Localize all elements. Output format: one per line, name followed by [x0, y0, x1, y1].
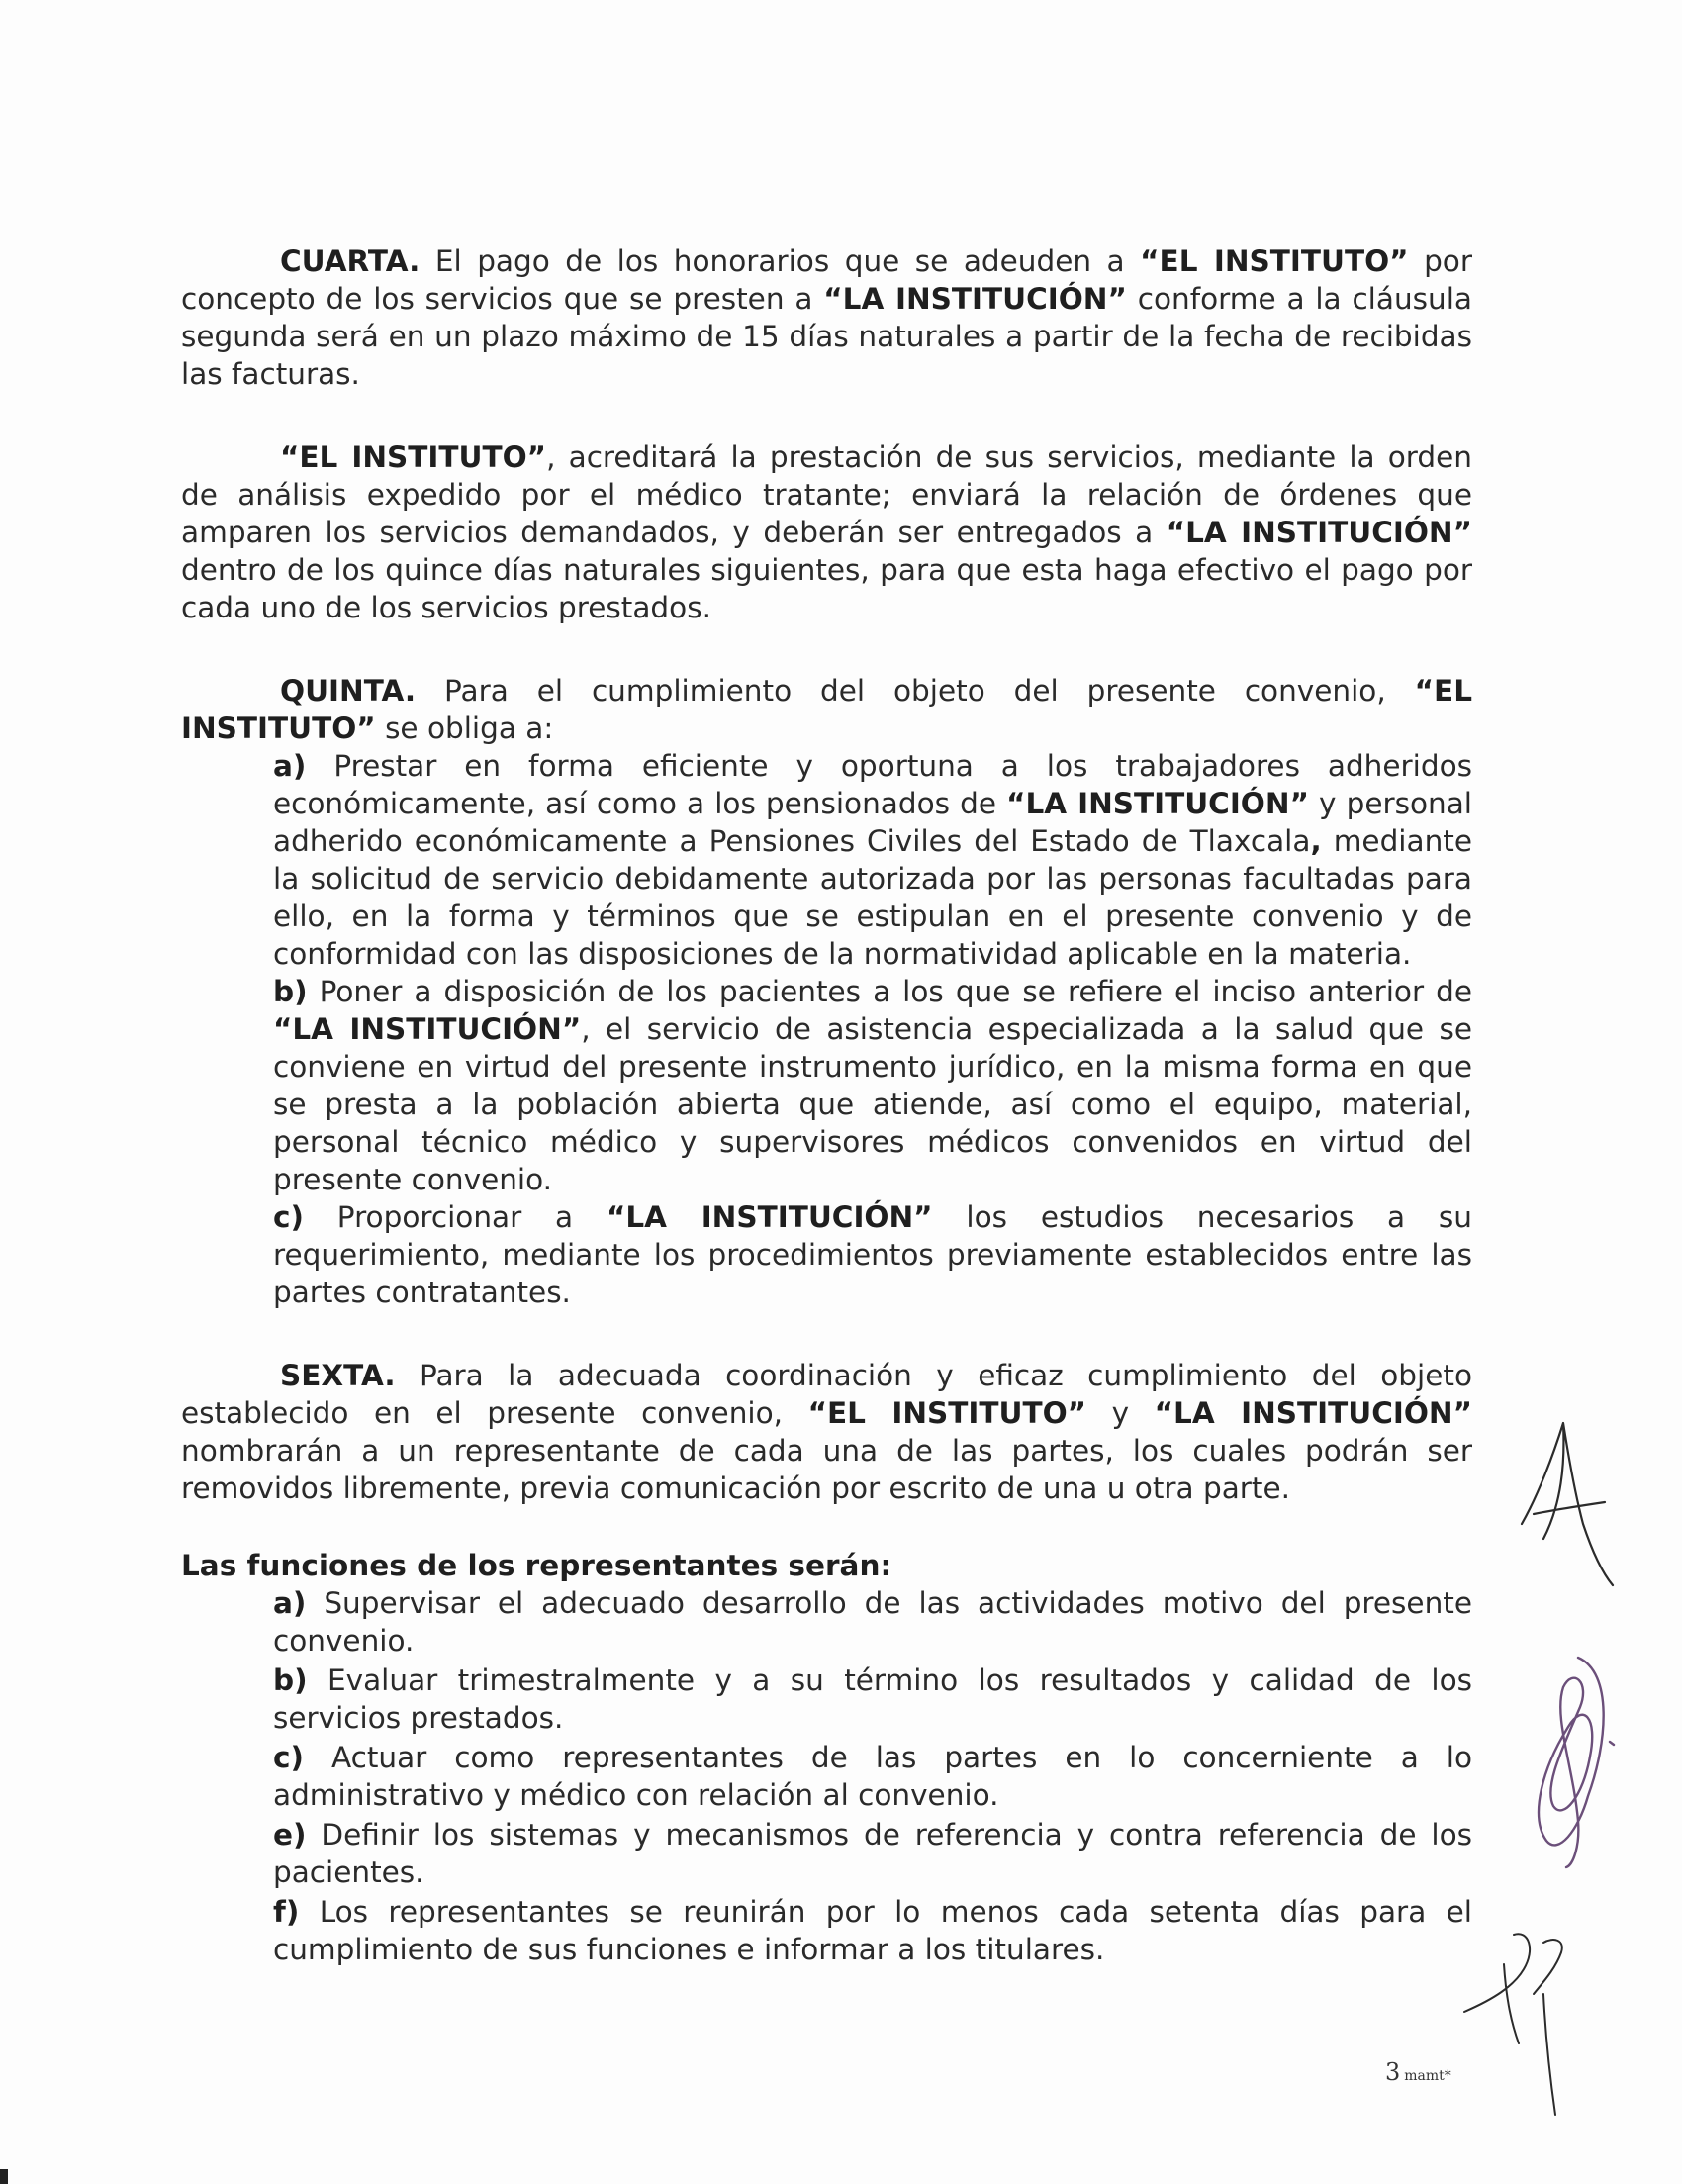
list-item-text: Poner a disposición de los pacientes a los que se refiere el inciso anterior de: [307, 975, 1472, 1008]
page-number: [1385, 2058, 1451, 2086]
clause-text: Para la adecuada coordinación y eficaz cumplimiento del objeto establecido en el presente convenio,: [181, 1359, 1472, 1430]
clause-text: nombrarán a un representante de cada una de las partes, los cuales podrán ser removidos libremente, previa comunicación por escrito de una u otra parte.: [181, 1434, 1472, 1505]
quinta-obligations-list: [181, 747, 1472, 1311]
party-la-institucion: “LA INSTITUCIÓN”: [1154, 1396, 1472, 1430]
page-number-value: 3: [1385, 2058, 1401, 2086]
list-marker: c): [273, 1200, 304, 1234]
clause-text: por concepto de los servicios que se presten a: [181, 244, 1472, 316]
list-item-text: y personal adherido económicamente a Pensiones Civiles del Estado de Tlaxcala: [273, 787, 1473, 858]
signature-loops: [1519, 1648, 1628, 1875]
list-item-text: mediante la solicitud de servicio debidamente autorizada por las personas facultadas para ello, en la forma y términos que se estipulan en el presente convenio y de conformidad con las disposiciones de la normatividad aplicable en la materia.: [273, 824, 1472, 971]
paragraph-acreditacion: [181, 438, 1472, 626]
party-la-institucion: “LA INSTITUCIÓN”: [1006, 787, 1309, 820]
list-item-text: Prestar en forma eficiente y oportuna a los trabajadores adheridos económicamente, así como a los pensionados de: [273, 749, 1472, 820]
list-item-text: Supervisar el adecuado desarrollo de las actividades motivo del presente convenio.: [273, 1586, 1472, 1658]
list-item-text: , el servicio de asistencia especializada a la salud que se conviene en virtud del presente instrumento jurídico, en la misma forma en que se presta a la población abierta que atiende, así como el equipo, material, personal técnico médico y supervisores médicos convenidos en virtud del presente convenio.: [273, 1012, 1473, 1196]
signature-initials-bottom: [1445, 1925, 1593, 2123]
list-item: [273, 1662, 1472, 1737]
party-el-instituto: “EL INSTITUTO”: [181, 674, 1472, 745]
clause-text: y: [1086, 1396, 1155, 1430]
clause-label: QUINTA.: [280, 674, 417, 708]
clause-cuarta: [181, 242, 1472, 393]
list-item: [273, 1584, 1472, 1660]
party-el-instituto: “EL INSTITUTO”: [280, 440, 547, 474]
list-item-text: Actuar como representantes de las partes en lo concerniente a lo administrativo y médico con relación al convenio.: [273, 1741, 1472, 1812]
party-el-instituto: “EL INSTITUTO”: [807, 1396, 1087, 1430]
party-la-institucion: “LA INSTITUCIÓN”: [823, 282, 1127, 316]
list-item-text: Proporcionar a: [303, 1200, 607, 1234]
clause-text: El pago de los honorarios que se adeuden a: [420, 244, 1141, 278]
section-heading: Las funciones de los representantes serán:: [181, 1549, 892, 1582]
list-item-text: Evaluar trimestralmente y a su término los resultados y calidad de los servicios prestados.: [273, 1663, 1472, 1735]
paragraph-text: , acreditará la prestación de sus servicios, mediante la orden de análisis expedido por el médico tratante; enviará la relación de órdenes que amparen los servicios demandados, y deberán ser entregados a: [181, 440, 1472, 549]
clause-text: se obliga a:: [375, 712, 554, 745]
party-la-institucion: “LA INSTITUCIÓN”: [273, 1012, 582, 1046]
list-item: [273, 1816, 1472, 1891]
party-el-instituto: “EL INSTITUTO”: [1140, 244, 1409, 278]
list-item-text: los estudios necesarios a su requerimiento, mediante los procedimientos previamente establecidos entre las partes contratantes.: [273, 1200, 1472, 1309]
funciones-list: [181, 1584, 1472, 1968]
scan-artifact: [0, 2169, 8, 2184]
list-item-text: Definir los sistemas y mecanismos de referencia y contra referencia de los pacientes.: [273, 1818, 1472, 1889]
list-item: [273, 973, 1472, 1198]
list-marker: f): [273, 1895, 300, 1929]
document-code: mamt*: [1404, 2068, 1451, 2084]
list-marker: b): [273, 1663, 308, 1697]
list-marker: c): [273, 1741, 304, 1774]
signature-initial-a: [1514, 1415, 1623, 1593]
clause-quinta: [181, 672, 1472, 747]
list-item: [273, 1198, 1472, 1311]
document-body: [181, 242, 1472, 1970]
list-item: [273, 1893, 1472, 1968]
clause-text: conforme a la cláusula segunda será en un plazo máximo de 15 días naturales a partir de la fecha de recibidas las facturas.: [181, 282, 1472, 391]
clause-sexta: [181, 1357, 1472, 1507]
list-item-text: ,: [1310, 824, 1322, 858]
list-item-text: Los representantes se reunirán por lo menos cada setenta días para el cumplimiento de sus funciones e informar a los titulares.: [273, 1895, 1472, 1966]
party-la-institucion: “LA INSTITUCIÓN”: [1166, 516, 1472, 549]
list-item: [273, 1739, 1472, 1814]
list-marker: e): [273, 1818, 307, 1852]
clause-label: SEXTA.: [280, 1359, 396, 1392]
paragraph-text: dentro de los quince días naturales siguientes, para que esta haga efectivo el pago por cada uno de los servicios prestados.: [181, 553, 1472, 624]
list-marker: b): [273, 975, 308, 1008]
list-item: [273, 747, 1472, 973]
list-marker: a): [273, 749, 307, 783]
clause-text: Para el cumplimiento del objeto del presente convenio,: [416, 674, 1415, 708]
clause-label: CUARTA.: [280, 244, 420, 278]
list-marker: a): [273, 1586, 307, 1620]
party-la-institucion: “LA INSTITUCIÓN”: [606, 1200, 933, 1234]
